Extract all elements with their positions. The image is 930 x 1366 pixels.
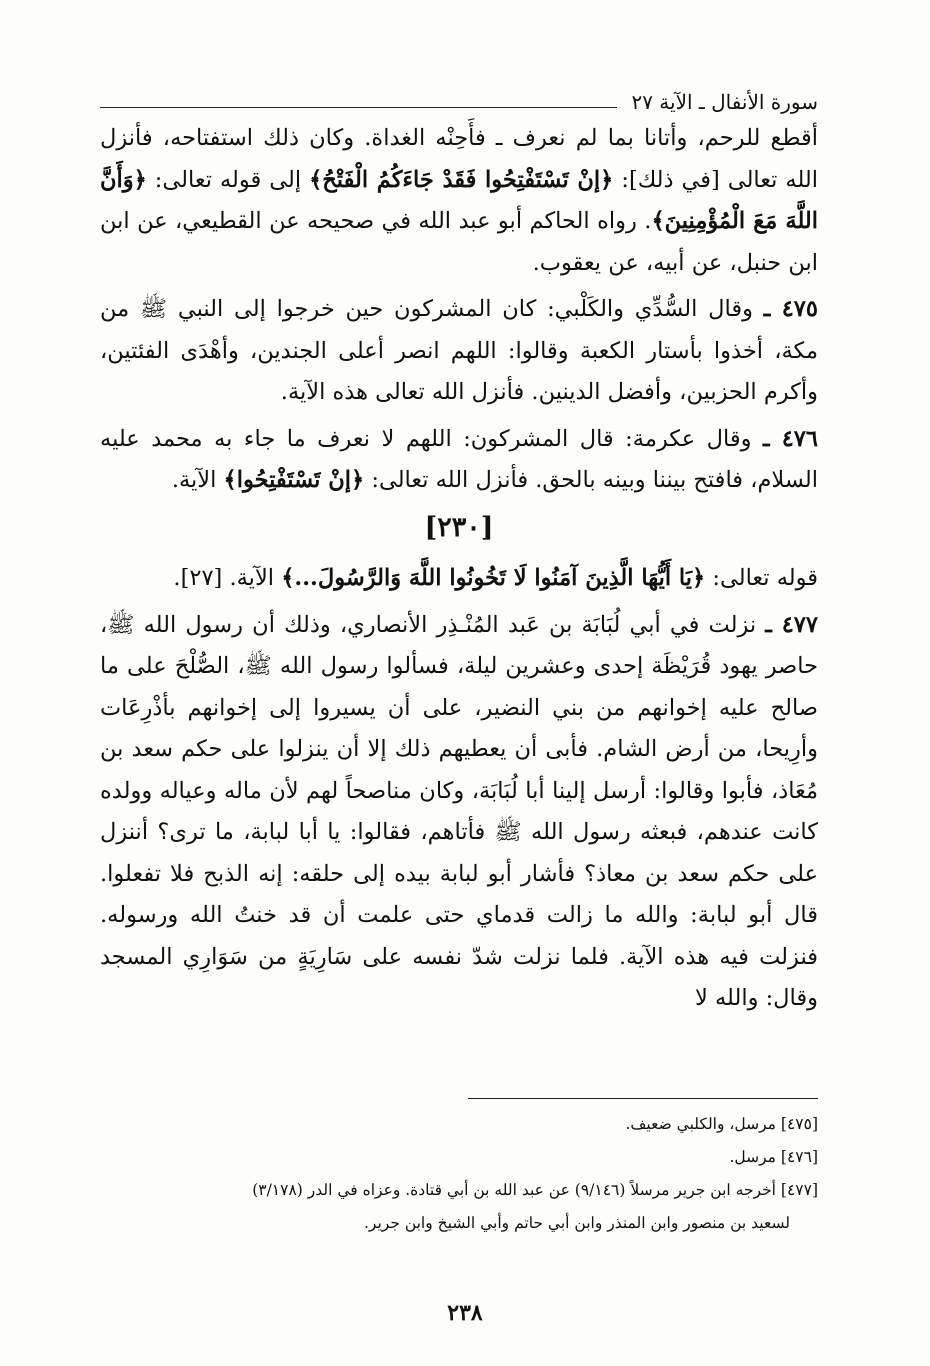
quran-quote-1: ﴿إنْ تَسْتَفْتِحُوا فَقَدْ جَاءَكُمُ الْفَتْحُ﴾ [309,166,614,193]
intro-text-1: أقطع للرحم، وأتانا بما لم نعرف ـ فأَحِنْه الغداة. وكان ذلك استفتاحه، فأنزل الله تعالى [في ذلك]: [100,125,818,193]
narration-text-476: وقال عكرمة: قال المشركون: اللهم لا نعرف ما جاء به محمد عليه السلام، فافتح بيننا وبينه بالحق. فأنزل الله تعالى: [100,425,818,493]
quran-quote-2: ﴿وَأَنَّ اللَّهَ مَعَ الْمُؤْمِنِينَ﴾ [100,166,818,234]
footnote-477-line2: لسعيد بن منصور وابن المنذر وابن أبي حاتم وأبي الشيخ وابن جرير. [363,1214,790,1232]
running-header [100,84,818,114]
quran-quote-476: ﴿إنْ تَسْتَفْتِحُوا﴾ [223,467,365,493]
header-rule [100,107,617,108]
footnote-rule [468,1098,818,1099]
verse-end: الآية. [٢٧]. [173,565,282,591]
verse-intro: قوله تعالى: [705,565,818,591]
main-text [100,118,818,1025]
narration-number-476: ٤٧٦ ـ [762,425,818,452]
intro-paragraph [100,118,818,284]
narration-number-475: ٤٧٥ ـ [763,296,818,322]
footnote-476: [٤٧٦] مرسل. [729,1148,818,1166]
header-title: سورة الأنفال ـ الآية ٢٧ [631,90,818,114]
narration-number-477: ٤٧٧ ـ [765,611,818,638]
narration-475 [100,289,818,414]
footnotes [100,1108,818,1240]
verse-quote: ﴿يَا أَيُّهَا الَّذِينَ آمَنُوا لَا تَخُونُوا اللَّهَ وَالرَّسُولَ...﴾ [281,565,706,591]
narration-477 [100,605,818,1020]
verse-paragraph [100,558,818,600]
narration-476 [100,419,818,502]
section-number: [٢٣٠] [424,511,494,543]
narration-text-475: وقال السُّدِّي والكَلْبي: كان المشركون حين خرجوا إلى النبي ﷺ من مكة، أخذوا بأستار الكعبة وقالوا: اللهم انصر أعلى الجندين، وأهْدَى الفئتين، وأكرم الحزبين، وأفضل الدينين. فأنزل الله تعالى هذه الآية. [100,296,818,405]
narration-end-476: الآية. [171,467,224,493]
narration-text-477: نزلت في أبي لُبَابَة بن عَبد المُنْـذِر الأنصاري، وذلك أن رسول الله ﷺ، حاصر يهود قُرَيْظَة إحدى وعشرين ليلة، فسألوا رسول الله ﷺ، الصُّلْحَ على ما صالح عليه إخوانهم من بني النضير، على أن يسيروا إلى إخوانهم بأذْرِعَات وأرِيحا، من أرض الشام. فأبى أن يعطيهم ذلك إلا أن ينزلوا على حكم سعد بن مُعَاذ، فأبوا وقالوا: أرسل إلينا أبا لُبَابَة، وكان مناصحاً لهم لأن ماله وعياله وولده كانت عندهم، فبعثه رسول الله ﷺ فأتاهم، فقالوا: يا أبا لبابة، ما ترى؟ أننزل على حكم سعد بن معاذ؟ فأشار أبو لبابة بيده إلى حلقه: إنه الذبح فلا تفعلوا. قال أبو لبابة: والله ما زالت قدماي حتى علمت أن قد خنتُ الله ورسوله. فنزلت فيه هذه الآية. فلما نزلت شدّ نفسه على سَارِيَةٍ من سَوَارِي المسجد وقال: والله لا [100,611,818,1011]
intro-text-3: . رواه الحاكم أبو عبد الله في صحيحه عن القطيعي، عن ابن ابن حنبل، عن أبيه، عن يعقوب. [100,208,818,276]
footnote-475: [٤٧٥] مرسل، والكلبي ضعيف. [625,1115,818,1133]
intro-text-2: إلى قوله تعالى: [146,166,310,193]
footnote-477-line1: [٤٧٧] أخرجه ابن جرير مرسلاً (٩/١٤٦) عن عبد الله بن أبي قتادة. وعزاه في الدر (٣/١٧٨) [252,1181,818,1199]
page-number: ٢٣٨ [447,1300,483,1326]
